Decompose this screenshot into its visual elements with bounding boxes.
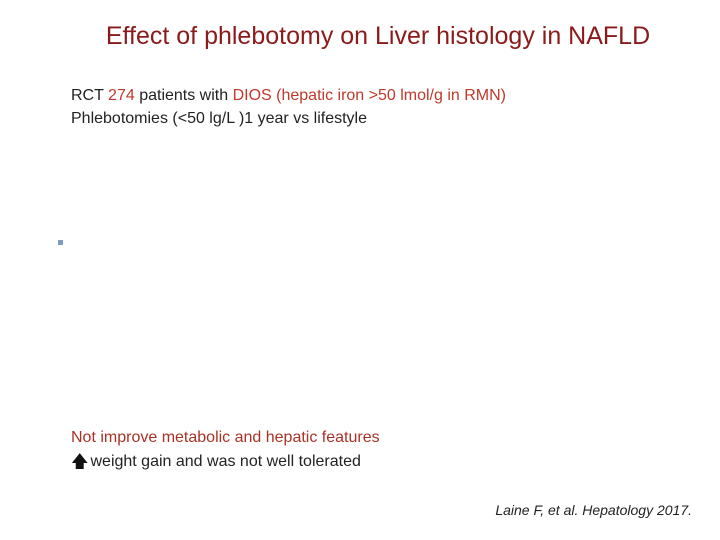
- conclusion-line-2-text: weight gain and was not well tolerated: [90, 453, 361, 470]
- patient-count: 274: [108, 87, 135, 104]
- study-middle: patients with: [134, 87, 233, 104]
- up-arrow-icon: 🡅: [71, 452, 89, 471]
- study-line-2: Phlebotomies (<50 lg/L )1 year vs lifestyle: [71, 110, 367, 127]
- study-prefix: RCT: [71, 87, 109, 104]
- conclusion-line-2: [71, 450, 380, 474]
- dios-definition: DIOS (hepatic iron >50 lmol/g in RMN): [232, 87, 507, 104]
- citation: Laine F, et al. Hepatology 2017.: [495, 502, 692, 518]
- conclusion-line-1: Not improve metabolic and hepatic features: [71, 429, 380, 446]
- square-bullet-icon: [58, 240, 63, 245]
- study-line-1: [71, 84, 506, 107]
- conclusions: [71, 426, 380, 474]
- slide-title: Effect of phlebotomy on Liver histology in NAFLD: [105, 22, 651, 50]
- study-description: [71, 84, 506, 130]
